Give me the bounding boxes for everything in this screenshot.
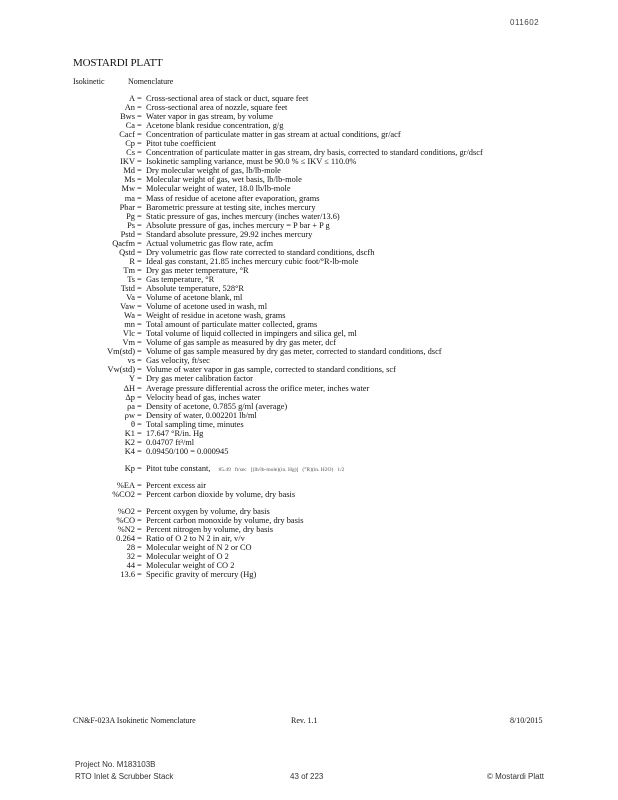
equals-sign: =: [137, 552, 142, 562]
definition: Standard absolute pressure, 29.92 inches mercury: [146, 229, 313, 239]
equals-sign: =: [137, 148, 142, 158]
nomenclature-row: [70, 311, 550, 320]
footer-document-title: CN&F-023A Isokinetic Nomenclature: [73, 716, 196, 725]
definition: Dry molecular weight of gas, lb/lb-mole: [146, 166, 281, 176]
nomenclature-row: [70, 365, 550, 374]
equals-sign: =: [137, 329, 142, 339]
definition: Molecular weight of gas, wet basis, lb/lb-mole: [146, 175, 302, 185]
symbol: %O2: [117, 507, 135, 517]
equals-sign: =: [137, 570, 142, 580]
formula-part: [(lb/lb-mole)(in. Hg)]: [250, 466, 299, 473]
equals-sign: =: [137, 94, 142, 103]
symbol: Cp: [125, 139, 135, 149]
equals-sign: =: [137, 428, 142, 438]
equals-sign: =: [137, 419, 142, 429]
equals-sign: =: [137, 193, 142, 203]
page-id: 011602: [510, 18, 540, 27]
symbol: Tstd: [120, 283, 135, 293]
symbol: %CO2: [112, 489, 135, 499]
equals-sign: =: [137, 480, 142, 490]
definition: Dry gas meter calibration factor: [146, 374, 253, 384]
nomenclature-row: [70, 534, 550, 543]
nomenclature-row: [70, 230, 550, 239]
symbol: Bws: [120, 112, 135, 122]
equals-sign: =: [137, 139, 142, 149]
equals-sign: =: [137, 238, 142, 248]
symbol: Ts: [127, 274, 135, 284]
definition: Mass of residue of acetone after evaporation, grams: [146, 193, 320, 203]
definition: Molecular weight of O 2: [146, 552, 229, 562]
symbol: Kp: [124, 463, 135, 473]
symbol: %N2: [117, 525, 135, 535]
equals-sign: =: [137, 437, 142, 447]
definition: Actual volumetric gas flow rate, acfm: [146, 238, 273, 248]
symbol: Ps: [127, 220, 135, 230]
nomenclature-row: [70, 130, 550, 139]
symbol: Mw: [121, 184, 135, 194]
nomenclature-row: [70, 570, 550, 579]
nomenclature-row: [70, 121, 550, 130]
equals-sign: =: [137, 534, 142, 544]
equals-sign: =: [137, 410, 142, 420]
symbol: Pg: [126, 211, 135, 221]
equals-sign: =: [137, 184, 142, 194]
definition: Velocity head of gas, inches water: [146, 392, 261, 402]
symbol: 0.264: [116, 534, 135, 544]
section-title: Nomenclature: [128, 77, 174, 86]
equals-sign: =: [137, 446, 142, 456]
symbol: Pstd: [120, 229, 135, 239]
equals-sign: =: [137, 320, 142, 330]
equals-sign: =: [137, 561, 142, 571]
symbol: K2: [124, 437, 135, 447]
equals-sign: =: [137, 302, 142, 312]
definition: 0.04707 ft³/ml: [146, 437, 195, 447]
equals-sign: =: [137, 175, 142, 185]
definition: Concentration of particulate matter in gas stream, dry basis, corrected to standard conditions, gr/dscf: [146, 148, 483, 158]
definition: Percent carbon dioxide by volume, dry basis: [146, 489, 296, 499]
nomenclature-row: [70, 203, 550, 212]
project-number: Project No. M183103B: [75, 760, 156, 769]
equals-sign: =: [137, 220, 142, 230]
company-name: MOSTARDI PLATT: [73, 57, 163, 69]
equals-sign: =: [137, 247, 142, 257]
symbol: Tm: [123, 265, 135, 275]
definition: Percent excess air: [146, 480, 206, 490]
equals-sign: =: [137, 211, 142, 221]
equals-sign: =: [137, 166, 142, 176]
nomenclature-row: [70, 175, 550, 184]
definition: Weight of residue in acetone wash, grams: [146, 311, 286, 321]
definition: Absolute temperature, 528°R: [146, 283, 245, 293]
definition: Concentration of particulate matter in gas stream at actual conditions, gr/acf: [146, 130, 401, 140]
nomenclature-row: [70, 320, 550, 329]
definition: Percent oxygen by volume, dry basis: [146, 507, 270, 517]
definition: Molecular weight of CO 2: [146, 561, 235, 571]
symbol: θ: [130, 419, 135, 429]
symbol: Vm(std): [107, 347, 135, 357]
equals-sign: =: [137, 383, 142, 393]
equals-sign: =: [137, 489, 142, 499]
definition: Percent carbon monoxide by volume, dry basis: [146, 516, 304, 526]
symbol: Qstd: [119, 247, 135, 257]
equals-sign: =: [137, 311, 142, 321]
nomenclature-row: [70, 103, 550, 112]
definition: Volume of gas sample as measured by dry gas meter, dcf: [146, 338, 336, 348]
nomenclature-list: [70, 94, 550, 579]
symbol: ΔH: [123, 383, 135, 393]
symbol: 44: [126, 561, 135, 571]
definition: 17.647 °R/in. Hg: [146, 428, 204, 438]
definition: Total volume of liquid collected in impingers and silica gel, ml: [146, 329, 357, 339]
nomenclature-row: [70, 356, 550, 365]
equals-sign: =: [137, 543, 142, 553]
nomenclature-row: [70, 438, 550, 447]
equals-sign: =: [137, 274, 142, 284]
symbol: %CO: [116, 516, 135, 526]
definition: Volume of gas sample measured by dry gas meter, corrected to standard conditions, dscf: [146, 347, 442, 357]
nomenclature-row: [70, 464, 550, 473]
definition: Total sampling time, minutes: [146, 419, 244, 429]
definition: Cross-sectional area of nozzle, square feet: [146, 103, 288, 113]
nomenclature-row: [70, 543, 550, 552]
symbol: Cs: [126, 148, 135, 158]
nomenclature-row: [70, 148, 550, 157]
definition: Ideal gas constant, 21.85 inches mercury cubic foot/°R-lb-mole: [146, 256, 359, 266]
symbol: Δp: [125, 392, 135, 402]
symbol: K4: [124, 446, 135, 456]
nomenclature-row: [70, 293, 550, 302]
nomenclature-row: [70, 194, 550, 203]
equals-sign: =: [137, 392, 142, 402]
nomenclature-row: [70, 302, 550, 311]
symbol: Ms: [124, 175, 135, 185]
symbol: 32: [126, 552, 135, 562]
nomenclature-row: [70, 248, 550, 257]
stack-name: RTO Inlet & Scrubber Stack: [75, 772, 174, 781]
symbol: %EA: [116, 480, 135, 490]
definition: Absolute pressure of gas, inches mercury = P bar + P g: [146, 220, 330, 230]
equals-sign: =: [137, 229, 142, 239]
definition: Percent nitrogen by volume, dry basis: [146, 525, 273, 535]
equals-sign: =: [137, 347, 142, 357]
nomenclature-row: [70, 166, 550, 175]
equals-sign: =: [137, 112, 142, 122]
nomenclature-row: [70, 284, 550, 293]
definition: Molecular weight of N 2 or CO: [146, 543, 252, 553]
definition: Density of acetone, 0.7855 g/ml (average): [146, 401, 288, 411]
symbol: Qacfm: [112, 238, 135, 248]
equals-sign: =: [137, 463, 142, 473]
nomenclature-row: [70, 447, 550, 456]
symbol: ρa: [127, 401, 135, 411]
definition: 0.09450/100 = 0.000945: [146, 446, 229, 456]
page-number: 43 of 223: [290, 772, 324, 781]
equals-sign: =: [137, 293, 142, 303]
nomenclature-row: [70, 525, 550, 534]
equals-sign: =: [137, 256, 142, 266]
nomenclature-row: [70, 420, 550, 429]
symbol: Vw(std): [107, 365, 135, 375]
nomenclature-row: [70, 157, 550, 166]
nomenclature-row: [70, 184, 550, 193]
formula-part: (°R)(in. H2O): [302, 466, 334, 473]
definition: Water vapor in gas stream, by volume: [146, 112, 274, 122]
nomenclature-row: [70, 402, 550, 411]
symbol: mn: [124, 320, 135, 330]
definition: Dry gas meter temperature, °R: [146, 265, 249, 275]
symbol: 28: [126, 543, 135, 553]
symbol: Vaw: [120, 302, 135, 312]
definition: Total amount of particulate matter collected, grams: [146, 320, 318, 330]
definition: Average pressure differential across the orifice meter, inches water: [146, 383, 370, 393]
definition: Isokinetic sampling variance, must be 90.0 % ≤ IKV ≤ 110.0%: [146, 157, 357, 167]
equals-sign: =: [137, 265, 142, 275]
formula-part: ft/sec: [234, 466, 247, 473]
definition: Pitot tube constant,: [146, 463, 211, 473]
symbol: IKV: [120, 157, 135, 167]
definition: Specific gravity of mercury (Hg): [146, 570, 257, 580]
definition: Cross-sectional area of stack or duct, square feet: [146, 94, 309, 103]
definition: Ratio of O 2 to N 2 in air, v/v: [146, 534, 245, 544]
equals-sign: =: [137, 365, 142, 375]
formula-part: 85.49: [218, 466, 231, 473]
equals-sign: =: [137, 401, 142, 411]
symbol: 13.6: [120, 570, 135, 580]
pitot-constant-formula: [218, 466, 348, 475]
equals-sign: =: [137, 283, 142, 293]
section-label: Isokinetic: [73, 77, 105, 86]
definition: Volume of acetone blank, ml: [146, 293, 243, 303]
symbol: Vlc: [122, 329, 135, 339]
equals-sign: =: [137, 157, 142, 167]
equals-sign: =: [137, 338, 142, 348]
footer-date: 8/10/2015: [510, 716, 543, 725]
symbol: Y: [128, 374, 135, 384]
nomenclature-row: [70, 338, 550, 347]
nomenclature-row: [70, 490, 550, 499]
equals-sign: =: [137, 356, 142, 366]
nomenclature-row: [70, 552, 550, 561]
nomenclature-row: [70, 516, 550, 525]
equals-sign: =: [137, 374, 142, 384]
nomenclature-row: [70, 112, 550, 121]
symbol: R: [129, 256, 135, 266]
symbol: Ca: [125, 121, 135, 131]
equals-sign: =: [137, 103, 142, 113]
definition: Gas temperature, °R: [146, 274, 215, 284]
equals-sign: =: [137, 202, 142, 212]
definition: Volume of water vapor in gas sample, corrected to standard conditions, scf: [146, 365, 396, 375]
symbol: Va: [126, 293, 135, 303]
symbol: Pbar: [119, 202, 135, 212]
nomenclature-row: [70, 411, 550, 420]
nomenclature-row: [70, 221, 550, 230]
equals-sign: =: [137, 130, 142, 140]
nomenclature-row: [70, 561, 550, 570]
symbol: Cacf: [119, 130, 135, 140]
nomenclature-row: [70, 94, 550, 103]
footer-revision: Rev. 1.1: [291, 716, 318, 725]
definition: Pitot tube coefficient: [146, 139, 217, 149]
equals-sign: =: [137, 507, 142, 517]
nomenclature-row: [70, 275, 550, 284]
definition: Molecular weight of water, 18.0 lb/lb-mole: [146, 184, 291, 194]
symbol: An: [124, 103, 135, 113]
symbol: ma: [124, 193, 135, 203]
nomenclature-row: [70, 481, 550, 490]
symbol: Wa: [124, 311, 135, 321]
nomenclature-row: [70, 374, 550, 383]
symbol: K1: [124, 428, 135, 438]
definition: Barometric pressure at testing site, inches mercury: [146, 202, 316, 212]
nomenclature-row: [70, 393, 550, 402]
nomenclature-row: [70, 384, 550, 393]
formula-part: 1/2: [337, 466, 345, 473]
definition: Dry volumetric gas flow rate corrected to standard conditions, dscfh: [146, 247, 375, 257]
nomenclature-row: [70, 139, 550, 148]
definition: Acetone blank residue concentration, g/g: [146, 121, 284, 131]
symbol: ρw: [124, 410, 135, 420]
nomenclature-row: [70, 507, 550, 516]
definition: Gas velocity, ft/sec: [146, 356, 210, 366]
nomenclature-row: [70, 257, 550, 266]
symbol: Vm: [122, 338, 135, 348]
nomenclature-row: [70, 329, 550, 338]
nomenclature-row: [70, 212, 550, 221]
definition: Density of water, 0.002201 lb/ml: [146, 410, 257, 420]
symbol: vs: [127, 356, 135, 366]
equals-sign: =: [137, 516, 142, 526]
copyright: © Mostardi Platt: [487, 772, 545, 781]
nomenclature-row: [70, 347, 550, 356]
symbol: A: [128, 94, 135, 103]
equals-sign: =: [137, 525, 142, 535]
nomenclature-row: [70, 239, 550, 248]
nomenclature-row: [70, 266, 550, 275]
nomenclature-row: [70, 429, 550, 438]
equals-sign: =: [137, 121, 142, 131]
symbol: Md: [123, 166, 135, 176]
definition: Volume of acetone used in wash, ml: [146, 302, 268, 312]
definition: Static pressure of gas, inches mercury (inches water/13.6): [146, 211, 340, 221]
